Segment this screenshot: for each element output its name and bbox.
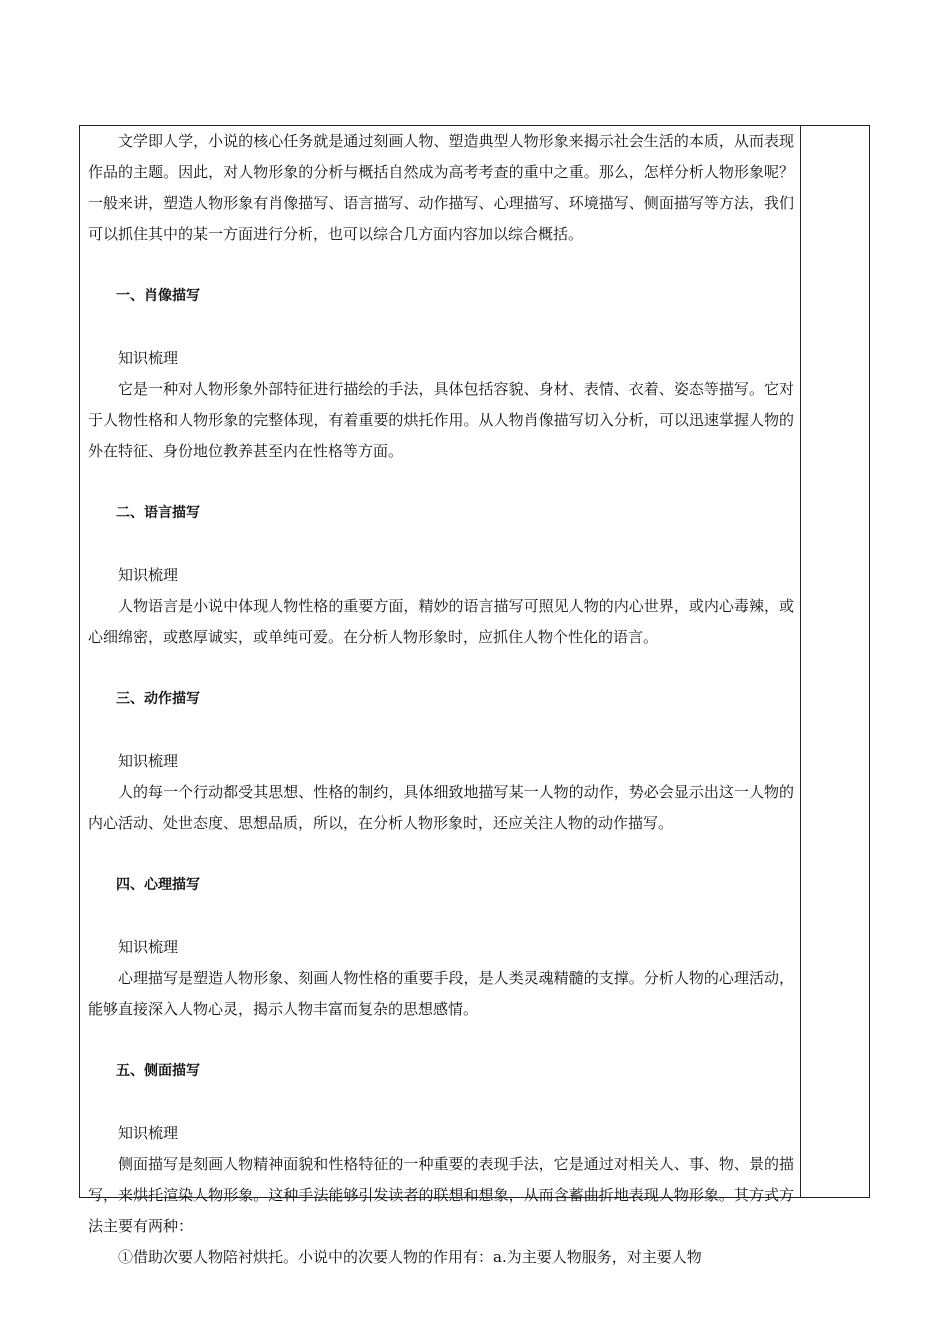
- document-table: [79, 125, 870, 1266]
- list-item: ①借助次要人物陪衬烘托。小说中的次要人物的作用有：a.为主要人物服务，对主要人物: [118, 1248, 702, 1266]
- section-body: 它是一种对人物形象外部特征进行描绘的手法，具体包括容貌、身材、表情、衣着、姿态等描写。它对于人物性格和人物形象的完整体现，有着重要的烘托作用。从人物肖像描写切入分析，可以迅速掌握人物的外在特征、身份地位教养甚至内在性格等方面。: [88, 380, 794, 460]
- section-body: 侧面描写是刻画人物精神面貌和性格特征的一种重要的表现手法，它是通过对相关人、事、物、景的描写，来烘托渲染人物形象。这种手法能够引发读者的联想和想象，从而含蓄曲折地表现人物形象。其方式方法主要有两种：: [88, 1155, 794, 1235]
- section-heading: 四、心理描写: [116, 877, 200, 893]
- section-heading: 一、肖像描写: [116, 288, 200, 304]
- section-label: 知识梳理: [118, 938, 179, 956]
- intro-paragraph: 文学即人学，小说的核心任务就是通过刻画人物、塑造典型人物形象来揭示社会生活的本质，从而表现作品的主题。因此，对人物形象的分析与概括自然成为高考考查的重中之重。那么，怎样分析人物形象呢？一般来讲，塑造人物形象有肖像描写、语言描写、动作描写、心理描写、环境描写、侧面描写等方法，我们可以抓住其中的某一方面进行分析，也可以综合几方面内容加以综合概括。: [88, 132, 794, 243]
- section-label: 知识梳理: [118, 349, 179, 367]
- content-cell: [88, 126, 794, 1273]
- section-heading: 五、侧面描写: [116, 1063, 200, 1079]
- section-label: 知识梳理: [118, 752, 179, 770]
- section-body: 人物语言是小说中体现人物性格的重要方面，精妙的语言描写可照见人物的内心世界，或内心毒辣，或心细绵密，或憨厚诚实，或单纯可爱。在分析人物形象时，应抓住人物个性化的语言。: [88, 597, 794, 646]
- section-body: 心理描写是塑造人物形象、刻画人物性格的重要手段，是人类灵魂精髓的支撑。分析人物的心理活动，能够直接深入人物心灵，揭示人物丰富而复杂的思想感情。: [88, 969, 794, 1018]
- section-label: 知识梳理: [118, 566, 179, 584]
- section-body: 人的每一个行动都受其思想、性格的制约，具体细致地描写某一人物的动作，势必会显示出这一人物的内心活动、处世态度、思想品质，所以，在分析人物形象时，还应关注人物的动作描写。: [88, 783, 794, 832]
- section-heading: 三、动作描写: [116, 691, 200, 707]
- column-divider: [800, 126, 801, 1197]
- section-heading: 二、语言描写: [116, 505, 200, 521]
- section-label: 知识梳理: [118, 1124, 179, 1142]
